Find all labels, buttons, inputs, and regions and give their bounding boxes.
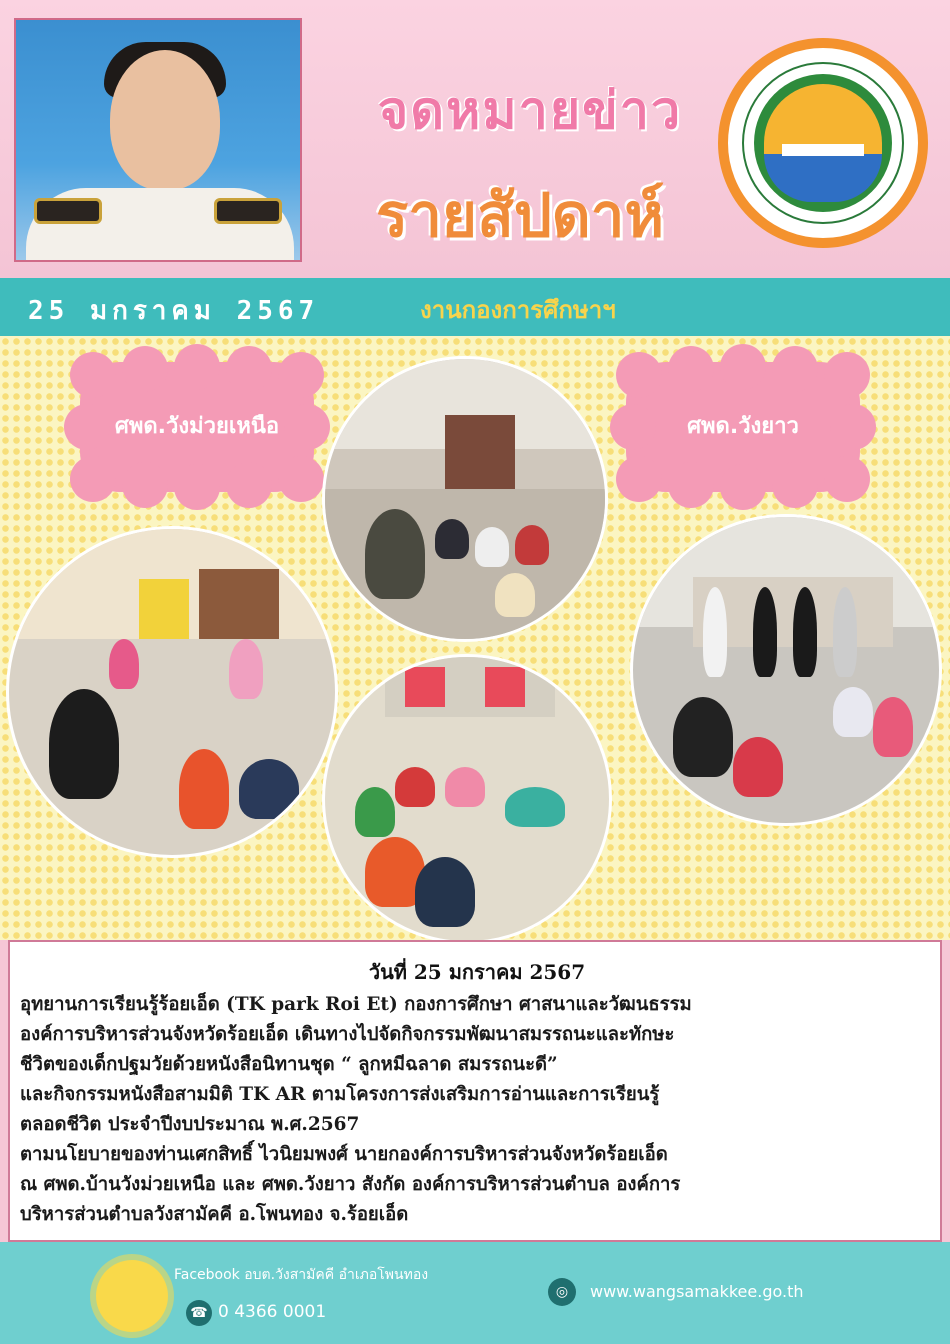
band-date: 25 มกราคม 2567 [28,296,320,326]
header [0,0,950,278]
activity-photo-3 [322,654,612,944]
bubble-left-label: ศพด.วังม่วยเหนือ [114,414,280,439]
article-line-6: ตามนโยบายของท่านเศกสิทธิ์ ไวนิยมพงศ์ นายกองค์การบริหารส่วนจังหวัดร้อยเอ็ด [20,1144,668,1165]
footer [0,1242,950,1344]
article-line-4: และกิจกรรมหนังสือสามมิติ TK AR ตามโครงการส่งเสริมการอ่านและการเรียนรู้ [20,1084,660,1105]
official-portrait [14,18,302,262]
newsletter-subtitle: รายสัปดาห์ [376,181,664,251]
band-department: งานกองการศึกษาฯ [420,296,616,324]
facebook-link[interactable]: Facebook อบต.วังสามัคคี อำเภอโพนทอง [174,1267,429,1283]
photo-collage [0,336,950,940]
activity-photo-1 [322,356,608,642]
bubble-right-label: ศพด.วังยาว [687,414,799,439]
bubble-right [616,352,870,502]
article-line-1: อุทยานการเรียนรู้ร้อยเอ็ด (TK park Roi Et) กองการศึกษา ศาสนาและวัฒนธรรม [20,994,692,1015]
article-line-7: ณ ศพด.บ้านวังม่วยเหนือ และ ศพด.วังยาว สังกัด องค์การบริหารส่วนตำบล องค์การ [20,1174,681,1195]
website-link[interactable]: www.wangsamakkee.go.th [590,1282,804,1301]
globe-icon: ◎ [548,1278,576,1306]
bubble-left [70,352,324,502]
article-panel [8,940,942,1242]
article-line-8: บริหารส่วนตำบลวังสามัคคี อ.โพนทอง จ.ร้อยเอ็ด [20,1204,409,1225]
phone-icon: ☎ [186,1300,212,1326]
article-line-5: ตลอดชีวิต ประจำปีงบประมาณ พ.ศ.2567 [20,1114,360,1135]
newsletter-title: จดหมายข่าว [377,81,683,141]
article-line-3: ชีวิตของเด็กปฐมวัยด้วยหนังสือนิทานชุด “ ลูกหมีฉลาด สมรรถนะดี” [20,1054,558,1075]
article-line-2: องค์การบริหารส่วนจังหวัดร้อยเอ็ด เดินทางไปจัดกิจกรรมพัฒนาสมรรถนะและทักษะ [20,1024,675,1045]
date-band [0,278,950,336]
sun-decoration [96,1260,168,1332]
activity-photo-4 [630,514,942,826]
organization-logo [718,38,928,248]
activity-photo-2 [6,526,338,858]
article-date: วันที่ 25 มกราคม 2567 [368,960,586,984]
phone-number[interactable]: 0 4366 0001 [218,1302,327,1322]
